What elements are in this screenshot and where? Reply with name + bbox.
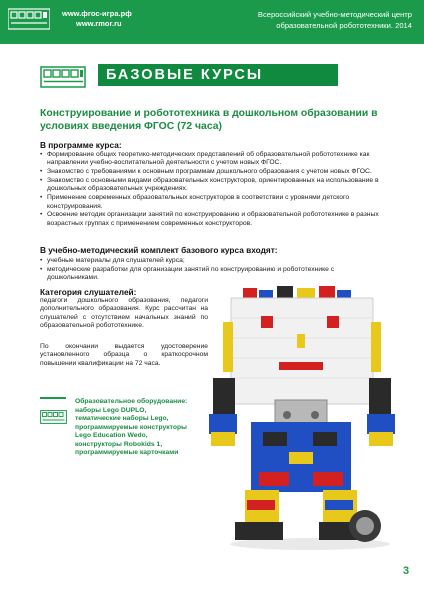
- program-list: [40, 151, 386, 228]
- header-org-line-2: образовательной робототехники. 2014: [276, 20, 412, 30]
- equipment-rule: [40, 397, 66, 399]
- program-item-5: • Освоение методик организации занятий по конструированию и образовательной робототехнике в разных возрастных группах с применением современных конструкторов.: [40, 211, 386, 228]
- equipment-logo-icon: [40, 410, 67, 424]
- program-item-2: • Знакомство с требованиями к основным программам дошкольного образования с учетом новых ФГОС.: [40, 168, 386, 176]
- lego-robot-illustration: [205, 282, 410, 552]
- program-item-1: • Формирование общих теоретико-методических представлений об образовательной робототехнике как направлении учебно-воспитательной деятельности с учетом новых ФГОС.: [40, 151, 386, 168]
- program-item-4: • Применение современных образовательных конструкторов в соответствии с уровнями детского конструирования.: [40, 194, 386, 211]
- program-heading: В программе курса:: [40, 140, 122, 150]
- program-item-3: • Знакомство с основными видами образовательных конструкторов, ориентированных на использование в дошкольных образовательных учреждениях.: [40, 177, 386, 194]
- brand-logo-icon: [8, 8, 50, 30]
- equipment-line-5: Lego Education Wedo,: [75, 432, 148, 439]
- section-title: БАЗОВЫЕ КУРСЫ: [98, 64, 338, 86]
- audience-heading: Категория слушателей:: [40, 287, 137, 297]
- kit-item-2: • методические разработки для организации занятий по конструированию и робототехнике с дошкольниками.: [40, 266, 386, 283]
- header-url-1[interactable]: www.фгос-игра.рф: [62, 9, 132, 18]
- kit-list: [40, 257, 386, 283]
- header-org-line-1: Всероссийский учебно-методический центр: [257, 10, 412, 19]
- header-urls: [62, 9, 132, 29]
- kit-item-1: • учебные материалы для слушателей курса;: [40, 257, 386, 265]
- equipment-line-7: программируемые карточками: [75, 449, 179, 456]
- audience-text: педагоги дошкольного образования, педагоги дополнительного образования. Курс рассчитан на слушателей с отсутствием начальных знаний по образовательной робототехнике.: [40, 297, 208, 330]
- certificate-text: По окончании выдается удостоверение установленного образца о краткосрочном повышении квалификации на 72 часа.: [40, 343, 208, 367]
- equipment-line-4: программируемые конструкторы: [75, 423, 187, 431]
- header-band: [0, 0, 424, 44]
- header-organization: [222, 10, 412, 31]
- kit-heading: В учебно-методический комплект базового курса входят:: [40, 245, 278, 255]
- equipment-line-6: конструкторы Robokids 1,: [75, 440, 163, 448]
- section-logo-icon: [40, 66, 86, 88]
- header-url-2[interactable]: www.rmor.ru: [76, 19, 122, 28]
- equipment-line-2: наборы Lego DUPLO,: [75, 406, 147, 414]
- course-title: Конструирование и робототехника в дошкольном образовании в условиях введения ФГОС (72 часа): [40, 108, 378, 132]
- equipment-line-3: тематические наборы Lego,: [75, 415, 169, 422]
- page-number: 3: [403, 565, 410, 577]
- equipment-line-1: Образовательное оборудование:: [75, 398, 188, 405]
